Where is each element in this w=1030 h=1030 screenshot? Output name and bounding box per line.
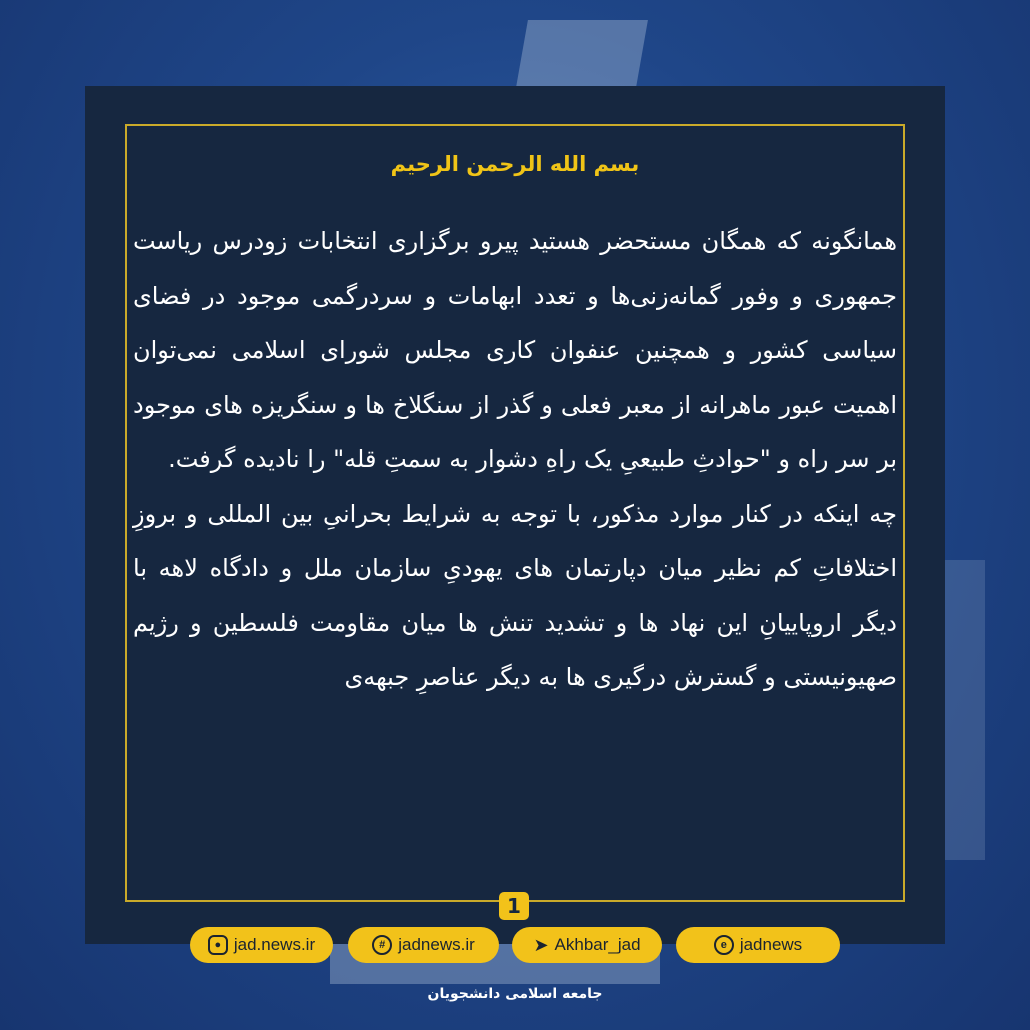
article-body <box>133 214 897 705</box>
background-shape <box>945 560 985 860</box>
page-number-badge: 1 <box>499 892 529 920</box>
globe-icon: # <box>372 935 392 955</box>
telegram-icon: ➤ <box>533 934 549 955</box>
eitaa-icon: e <box>714 935 734 955</box>
social-label: jadnews.ir <box>398 935 475 954</box>
social-link-instagram[interactable] <box>190 927 333 963</box>
social-label: jadnews <box>739 935 803 954</box>
social-link-telegram[interactable] <box>512 927 662 963</box>
social-label: Akhbar_jad <box>554 935 641 954</box>
organization-name: جامعه اسلامی دانشجویان <box>427 986 603 1002</box>
social-link-eitaa[interactable] <box>676 927 840 963</box>
paragraph: همانگونه که همگان مستحضر هستید پیرو برگزاری انتخابات زودرس ریاست جمهوری و وفور گمانه‌زنی‌ها و تعدد ابهامات و سردرگمی موجود در فضای سیاسی کشور و همچنین عنفوان کاری مجلس شورای اسلامی نمی‌توان اهمیت عبور ماهرانه از معبر فعلی و گذر از سنگلاخ ها و سنگریزه های موجود بر سر راه و "حوادثِ طبیعیِ یک راهِ دشوار به سمتِ قله" را نادیده گرفت. <box>133 227 897 473</box>
content-panel <box>85 86 945 944</box>
social-label: jad.news.ir <box>233 935 316 954</box>
social-links-bar <box>190 927 840 965</box>
instagram-icon: ● <box>208 935 228 955</box>
basmala-heading: بسم الله الرحمن الرحیم <box>390 152 640 176</box>
paragraph: چه اینکه در کنار موارد مذکور، با توجه به شرایط بحرانیِ بین المللی و بروزِ اختلافاتِ کم نظیر میان دپارتمان های یهودیِ سازمان ملل و دادگاه لاهه با دیگر اروپاییانِ این نهاد ها و تشدید تنش ها میان مقاومت فلسطین و رژیم صهیونیستی و گسترش درگیری ها به دیگر عناصرِ جبهه‌ی <box>133 499 897 691</box>
social-link-website[interactable] <box>348 927 499 963</box>
